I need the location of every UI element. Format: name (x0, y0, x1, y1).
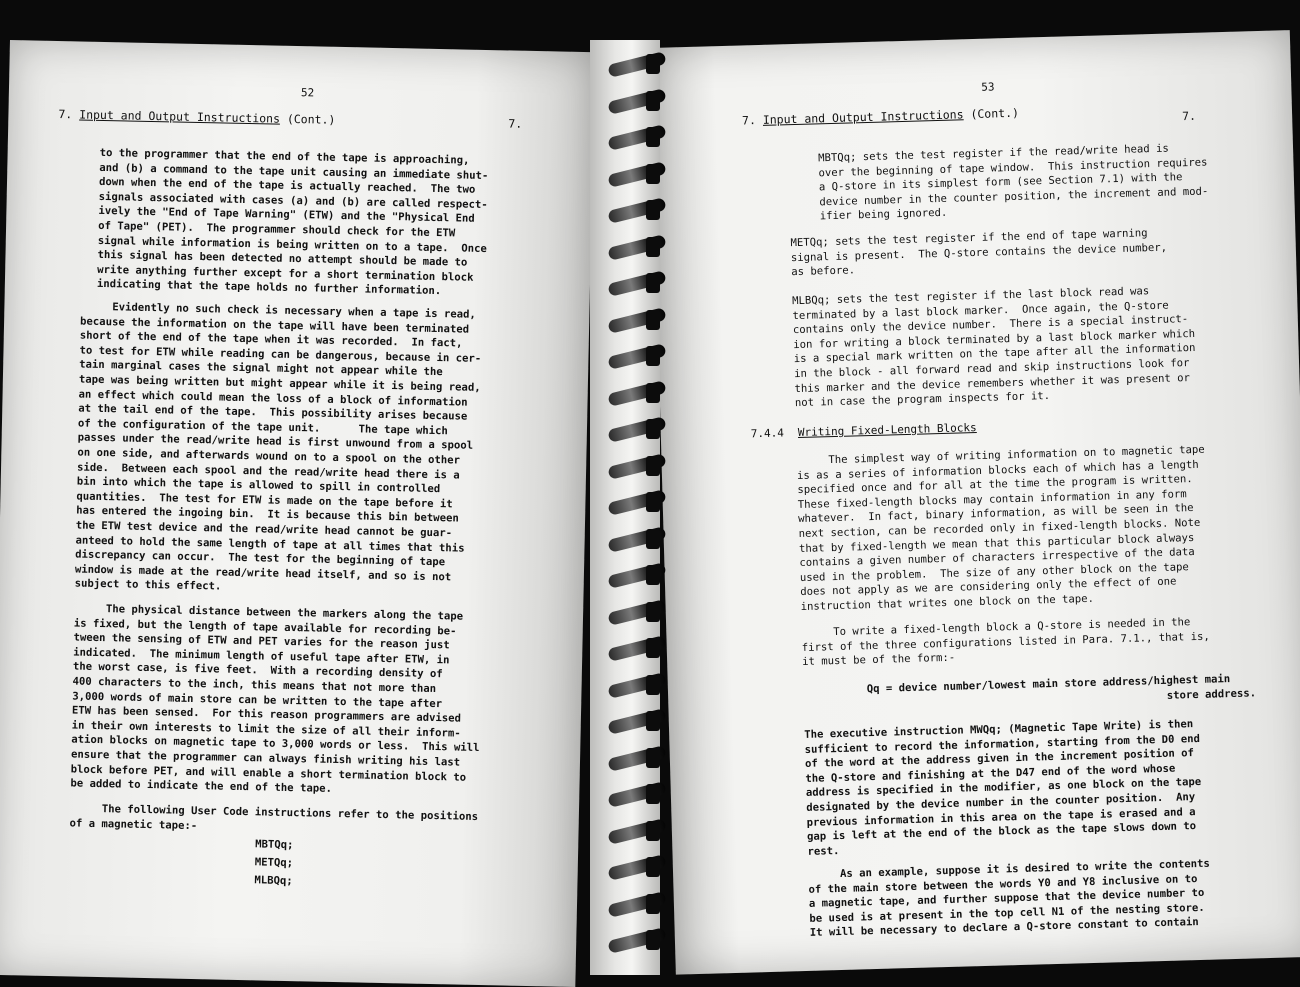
punch-hole (646, 346, 660, 366)
instruction-item: MLBQq; (254, 874, 293, 888)
paragraph: The following User Code instructions refer to the positions of a magnetic tape:- (69, 802, 479, 832)
instruction-item: MBTQq; (255, 838, 294, 852)
paragraph: The physical distance between the markers along the tape is fixed, but the length of tape available for recording be- tween the sensing of ETW and PET varies for the reason just indicated. The minimum length of useful tape after ETW, in the worst case, is five feet. With a recording density of 400 characters to the inch, this means that not more than 3,000 words of main store can be written to the tape after ETW has been sensed. For this reason programmers are advised in their own interests to limit the size of all their inform- ation blocks on magnetic tape to 3,000 words or less. This will ensure that the programmer can always finish writing his last block before PET, and will enable a short termination block to be added to indicate the end of the tape. (70, 602, 480, 796)
left-page (0, 40, 595, 987)
punch-hole (646, 127, 660, 147)
punch-hole (646, 200, 660, 220)
section-number: 7. (1181, 108, 1197, 124)
punch-hole (646, 383, 660, 403)
page-number: 52 (300, 86, 315, 100)
punch-hole (646, 273, 660, 293)
right-page (650, 30, 1300, 975)
punch-hole (646, 784, 660, 804)
punch-hole (646, 602, 660, 622)
paragraph: To write a fixed-length block a Q-store is needed in the first of the three configurations listed in Para. 7.1., that is, it must be of the form:- (801, 616, 1211, 669)
punch-hole (646, 675, 660, 695)
instruction-item: METQq; (254, 856, 294, 870)
punch-hole (646, 930, 660, 950)
punch-hole (646, 748, 660, 768)
formula: Qq = device number/lowest main store address/highest main store address. (802, 673, 1257, 712)
punch-hole (646, 54, 660, 74)
paragraph: Evidently no such check is necessary when a tape is read, because the information on the tape will have been terminated short of the end of the tape when it was recorded. In fact, to test for ETW while reading can be dangerous, because in cer- tain marginal cases the signal might not appear while the tape was being written but might appear while it is being read, an effect which could mean the loss of a block of information at the tail end of the tape. This possibility arises because of the configuration of the tape unit. The tape which passes under the read/write head is first unwound from a spool on one side, and afterwards wound on to a spool on the other side. Between each spool and the read/write head there is a bin into which the tape is allowed to spill in controlled quantities. The test for ETW is made on the tape before it has entered the ingoing bin. It is because this bin between the ETW test device and the read/write head cannot be guar- anteed to hold the same length of tape at all times that this discrepancy can occur. The test for the beginning of tape window is made at the read/write head itself, and so is not subject to this effect. (74, 300, 482, 593)
heading-title: Input and Output Instructions (79, 107, 281, 126)
punch-hole (646, 91, 660, 111)
paragraph: As an example, suppose it is desired to write the contents of the main store between the words Y0 and Y8 inclusive on to a magnetic tape, and further suppose that the device number to be used is at present in the top cell N1 of the nesting store. It will be necessary to declare a Q-store constant to contain (807, 857, 1210, 940)
heading-title: Input and Output Instructions (762, 107, 964, 127)
paragraph: to the programmer that the end of the tape is approaching, and (b) a command to the tape unit causing an immediate shut- down when the end of the tape is actually reached. The two signals associated with cases (a) and (b) are called respect- ively the "End of Tape Warning" (ETW) and the "Physical End of Tape" (PET). The programmer should check for the ETW signal while information is being written on to a tape. Once this signal has been detected no attempt should be made to write anything further except for a short termination block indicating that the tape holds no further information. (96, 146, 489, 298)
subsection-heading: 7.4.4 Writing Fixed-Length Blocks (750, 421, 977, 441)
punch-hole (646, 492, 660, 512)
punch-hole (646, 638, 660, 658)
paragraph: The simplest way of writing information on to magnetic tape is as a series of information blocks each of which has a length specified once and for all at the time the program is written. These fixed-length blocks may contain information in any form whatever. In fact, binary information, as will be seen in the next section, can be recorded only in fixed-length blocks. Note that by fixed-length we mean that this particular block always contains a given number of characters irrespective of the data used in the problem. The size of any other block on the tape does not apply as we are considering only the effect of one instruction that writes one block on the tape. (796, 443, 1205, 613)
punch-hole (646, 711, 660, 731)
page-heading: 7. Input and Output Instructions (Cont.) (58, 107, 336, 127)
page-heading: 7. Input and Output Instructions (Cont.) (741, 105, 1020, 128)
page-number: 53 (981, 80, 995, 94)
punch-hole (646, 857, 660, 877)
punch-hole (646, 164, 660, 184)
punch-hole (646, 456, 660, 476)
punch-hole (646, 419, 660, 439)
paragraph: MLBQq; sets the test register if the last block read was terminated by a last block marker. Once again, the Q-store contains only the device number. There is a special instruct- ion for writing a block terminated by a last block marker which is a special mark written on the tape after all the information in the block - all forward read and skip instructions look for this marker and the device remembers whether it was present or not in case the program inspects for it. (791, 285, 1196, 410)
punch-hole (646, 565, 660, 585)
punch-hole (646, 237, 660, 257)
paragraph: MBTQq; sets the test register if the read/write head is over the beginning of tape window. This instruction requires a Q-store in its simplest form (see Section 7.1) with the device number in the counter position, the increment and mod- ifier being ignored. (817, 142, 1209, 223)
section-number: 7. (508, 116, 523, 131)
paragraph: METQq; sets the test register if the end of tape warning signal is present. The Q-store contains the device number, as before. (790, 227, 1168, 279)
paragraph: The executive instruction MWQq; (Magnetic Tape Write) is then sufficient to record the information, starting from the D0 end of the word at the address given in the increment position of the Q-store and finishing at the D47 end of the word whose address is specified in the modifier, as one block on the tape designated by the device number in the counter position. Any previous information in this area on the tape is erased and a gap is left at the end of the block as the tape slows down to rest. (804, 718, 1202, 858)
punch-hole (646, 310, 660, 330)
punch-hole (646, 821, 660, 841)
punch-hole (646, 529, 660, 549)
punch-hole (646, 894, 660, 914)
